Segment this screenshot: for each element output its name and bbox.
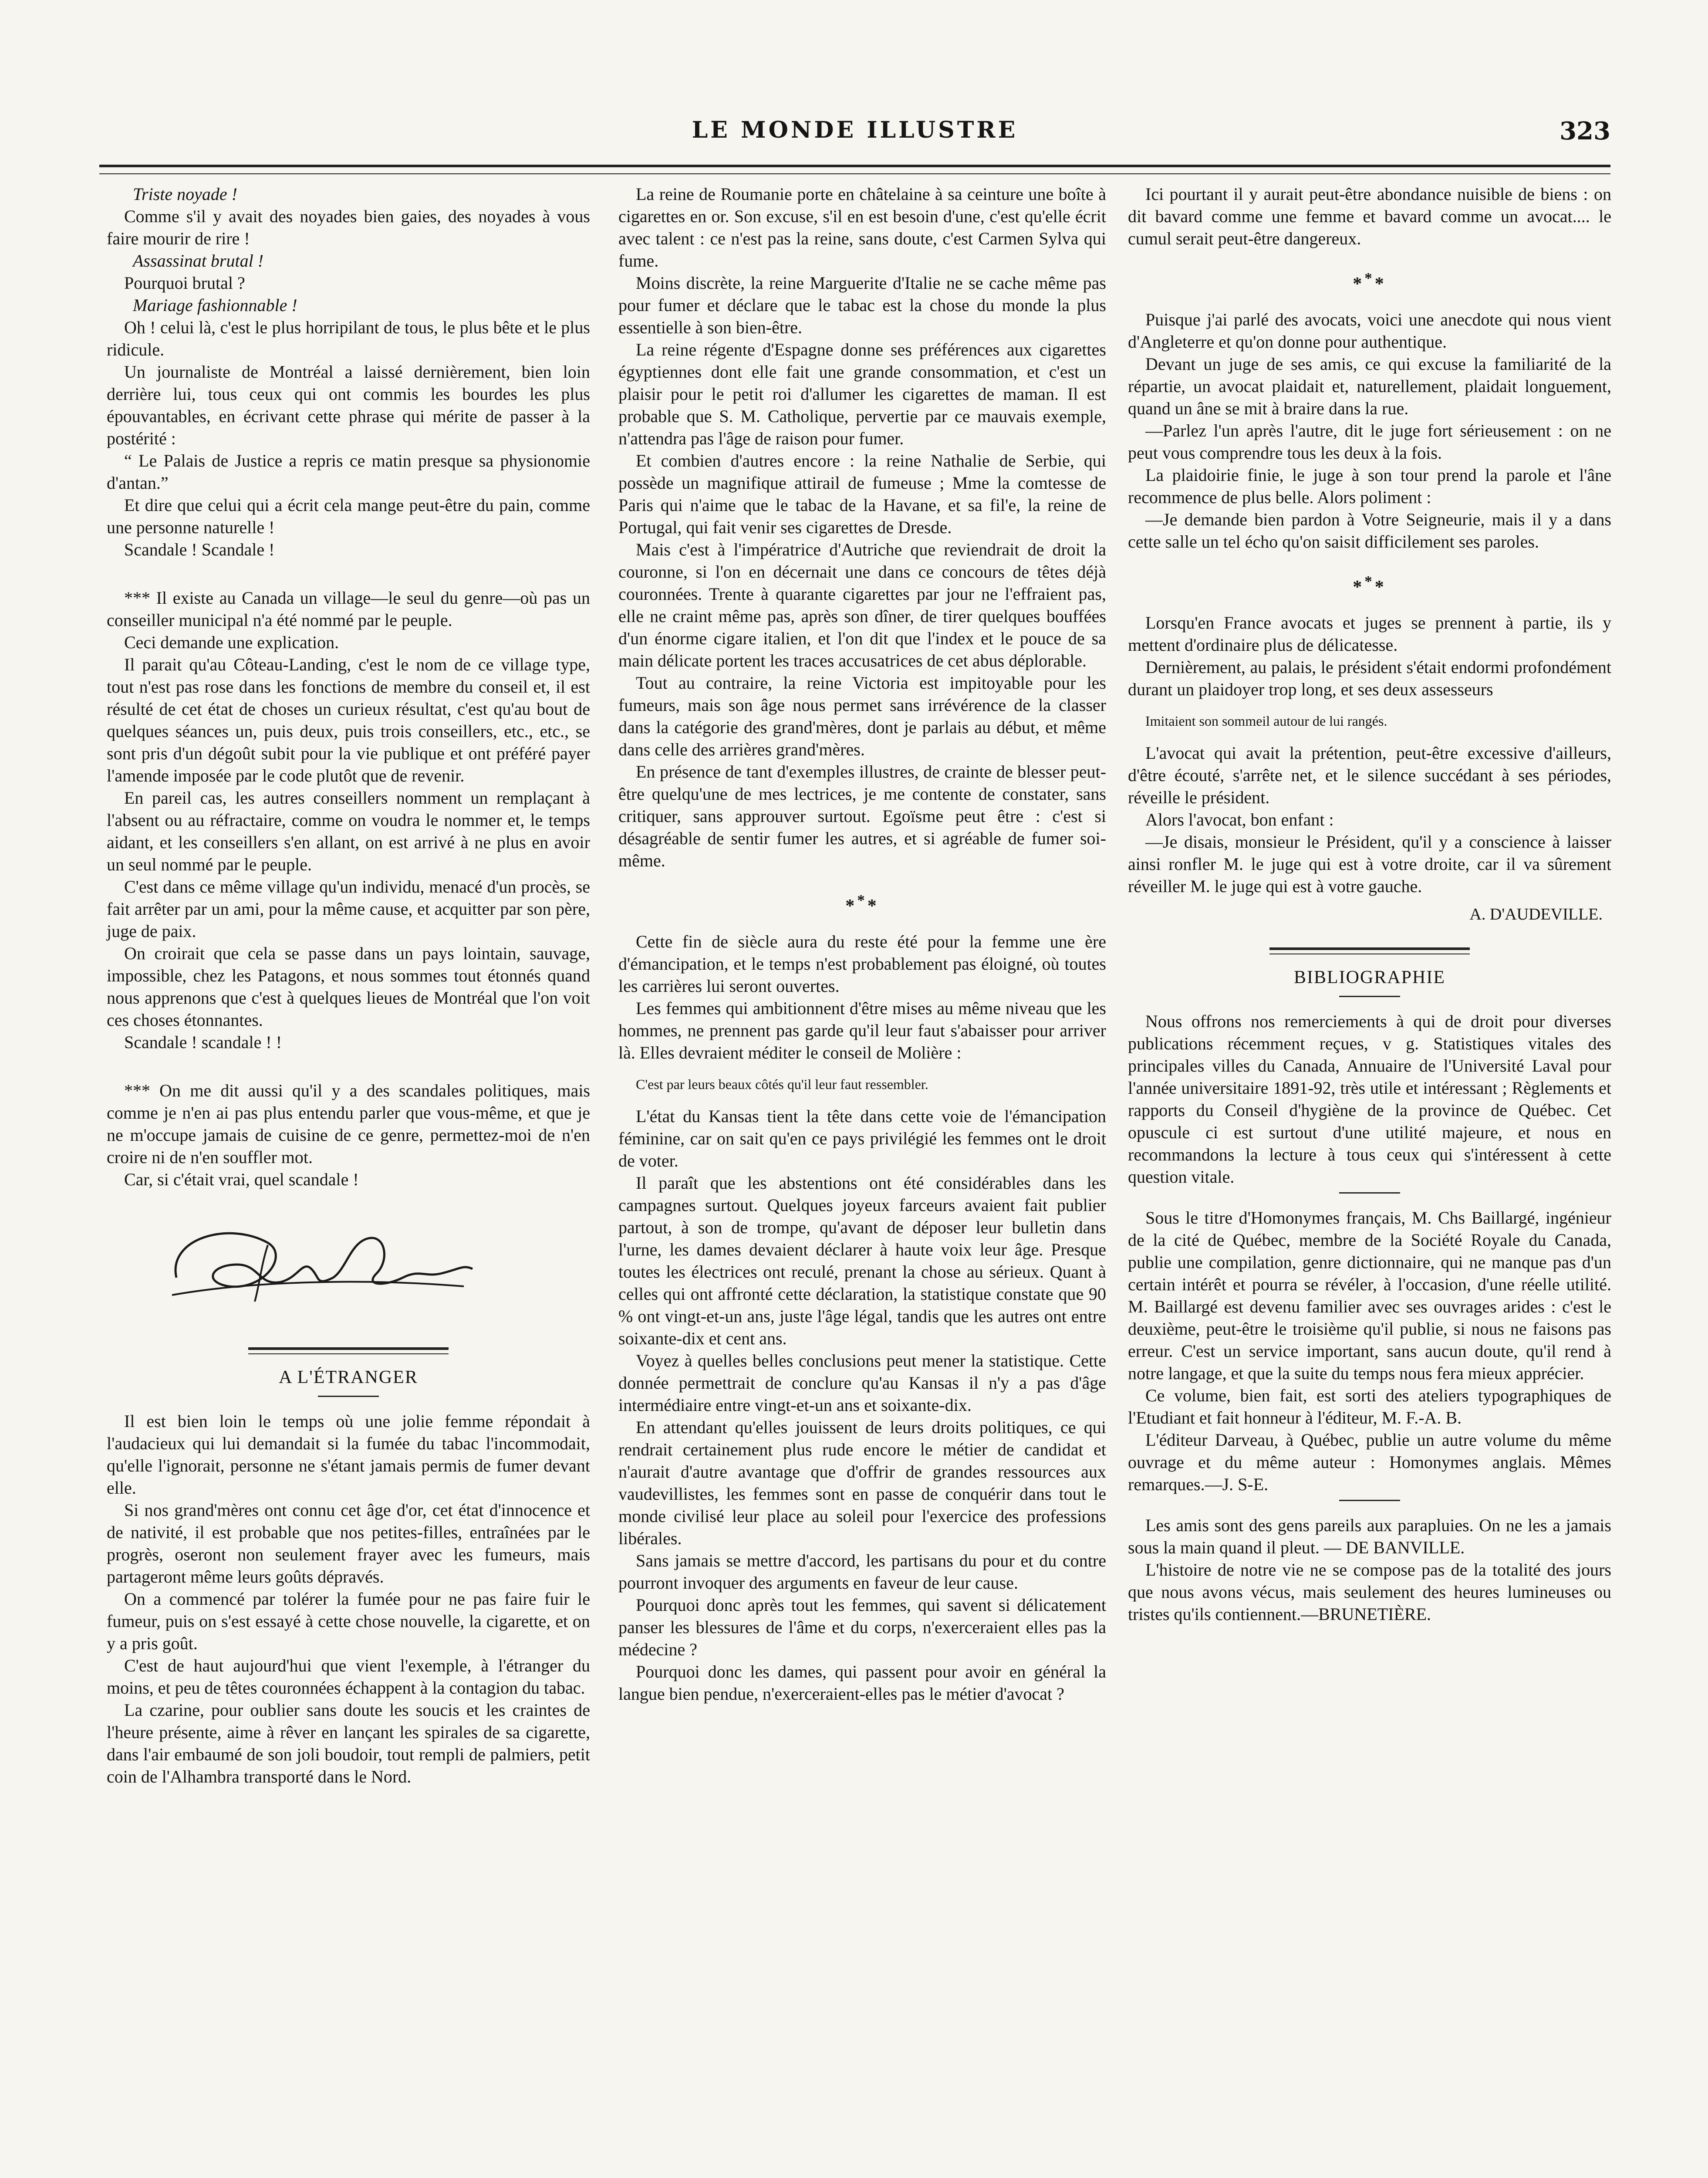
masthead-title: LE MONDE ILLUSTRE <box>692 117 1018 143</box>
column-1 <box>107 183 590 1788</box>
paragraph: Et dire que celui qui a écrit cela mange peut-être du pain, comme une personne naturelle ! <box>107 495 590 537</box>
section-rule-thick <box>248 1347 449 1350</box>
short-rule <box>1339 1192 1400 1194</box>
paragraph: En attendant qu'elles jouissent de leurs droits politiques, ce qui rendrait certainement plus rude encore le métier de candidat et n'aurait d'autre avantage que d'offrir de grandes ressources aux vaudevillistes, les femmes sont en passe de conquérir dans tout le monde civilisé leur place au soleil pour l'exercice des professions libérales. <box>618 1417 1106 1548</box>
paragraph: Cette fin de siècle aura du reste été pour la femme une ère d'émancipation, et le temps n'est probablement pas éloigné, où toutes les carrières lui seront ouvertes. <box>618 932 1106 996</box>
paragraph: Assassinat brutal ! <box>133 251 264 271</box>
paragraph: Ceci demande une explication. <box>124 632 339 652</box>
paragraph: Et combien d'autres encore : la reine Nathalie de Serbie, qui possède un magnifique attirail de fumeuse ; Mme la comtesse de Paris qui n'aime que le tabac de la Havane, et sa fil'e, la reine de Portugal, qui fait venir ses cigarettes de Dresde. <box>618 451 1106 537</box>
paragraph: Dernièrement, au palais, le président s'était endormi profondément durant un plaidoyer trop long, et ses deux assesseurs <box>1128 657 1611 699</box>
short-rule <box>1339 996 1400 997</box>
page-number: 323 <box>1559 117 1610 145</box>
paragraph: Scandale ! Scandale ! <box>124 540 275 559</box>
paragraph: Il paraît que les abstentions ont été considérables dans les campagnes surtout. Quelques joyeux farceurs avaient fait publier partout, à son de trompe, qu'avant de déposer leur bulletin dans l'urne, les dames devaient déclarer à haute voix leur âge. Presque toutes les électrices ont reculé, prenant la chose au sérieux. Quant à celles qui ont affronté cette déclaration, la statistique constate que 90 % ont vingt-et-un ans, juste l'âge légal, tandis que les autres ont entre soixante-dix et cent ans. <box>618 1173 1106 1348</box>
paragraph: —Parlez l'un après l'autre, dit le juge fort sérieusement : on ne peut vous comprendre tous les deux à la fois. <box>1128 421 1611 463</box>
section-rule-thick <box>1269 947 1470 950</box>
paragraph: Devant un juge de ses amis, ce qui excuse la familiarité de la répartie, un avocat plaidait et, naturellement, plaidait longuement, quand un âne se mit à braire dans la rue. <box>1128 354 1611 418</box>
paragraph: La plaidoirie finie, le juge à son tour prend la parole et l'âne recommence de plus belle. Alors poliment : <box>1128 465 1611 507</box>
paragraph: Puisque j'ai parlé des avocats, voici une anecdote qui nous vient d'Angleterre et qu'on donne pour authentique. <box>1128 310 1611 352</box>
paragraph: Oh ! celui là, c'est le plus horripilant de tous, le plus bête et le plus ridicule. <box>107 318 590 359</box>
paragraph: Car, si c'était vrai, quel scandale ! <box>124 1170 359 1189</box>
paragraph: Sans jamais se mettre d'accord, les partisans du pour et du contre pourront invoquer des arguments en faveur de leur cause. <box>618 1551 1106 1593</box>
paragraph: C'est de haut aujourd'hui que vient l'exemple, à l'étranger du moins, et peu de têtes couronnées échappent à la contagion du tabac. <box>107 1656 590 1698</box>
section-title: BIBLIOGRAPHIE <box>1294 967 1445 988</box>
column-2 <box>618 183 1106 1705</box>
paragraph: Triste noyade ! <box>133 184 237 204</box>
paragraph: Scandale ! scandale ! ! <box>124 1032 282 1052</box>
short-rule <box>318 1396 379 1397</box>
paragraph: L'histoire de notre vie ne se compose pas de la totalité des jours que nous avons vécus, mais seulement des heures lumineuses ou tristes qu'ils contiennent.—BRUNETIÈRE. <box>1128 1560 1611 1624</box>
paragraph: Si nos grand'mères ont connu cet âge d'or, cet état d'innocence et de nativité, il est probable que nos petites-filles, entraînées par le progrès, oseront non seulement frayer avec les fumeurs, mais partageront même leurs goûts dépravés. <box>107 1500 590 1586</box>
paragraph: On a commencé par tolérer la fumée pour ne pas faire fuir le fumeur, puis on s'est essayé à cette chose nouvelle, la cigarette, et on y a pris goût. <box>107 1589 590 1653</box>
section-title: A L'ÉTRANGER <box>279 1367 418 1387</box>
paragraph: —Je demande bien pardon à Votre Seigneurie, mais il y a dans cette salle un tel écho qu'on saisit difficilement ses paroles. <box>1128 510 1611 551</box>
paragraph: Il est bien loin le temps où une jolie femme répondait à l'audacieux qui lui demandait si la fumée du tabac l'incommodait, qu'elle l'ignorait, personne ne s'étant jamais permis de fumer devant elle. <box>107 1411 590 1498</box>
paragraph: Les amis sont des gens pareils aux parapluies. On ne les a jamais sous la main quand il pleut. — DE BANVILLE. <box>1128 1515 1611 1557</box>
paragraph: Pourquoi donc les dames, qui passent pour avoir en général la langue bien pendue, n'exerceraient-elles pas le métier d'avocat ? <box>618 1662 1106 1704</box>
paragraph: Pourquoi donc après tout les femmes, qui savent si délicatement panser les blessures de l'âme et du corps, n'exerceraient elles pas la médecine ? <box>618 1595 1106 1659</box>
asterism-separator: *** <box>1353 270 1387 294</box>
verse-quote: Imitaient son sommeil autour de lui rangés. <box>1145 713 1387 729</box>
paragraph: Lorsqu'en France avocats et juges se prennent à partie, ils y mettent d'ordinaire plus de délicatesse. <box>1128 613 1611 655</box>
paragraph: Comme s'il y avait des noyades bien gaies, des noyades à vous faire mourir de rire ! <box>107 206 590 248</box>
asterism-separator: *** <box>1353 573 1387 597</box>
paragraph: La reine de Roumanie porte en châtelaine à sa ceinture une boîte à cigarettes en or. Son excuse, s'il en est besoin d'une, c'est qu'elle écrit avec talent : ce n'est pas la reine, sans doute, c'est Carmen Sylva qui fume. <box>618 184 1106 271</box>
handwritten-signature <box>159 1212 590 1326</box>
paragraph: La reine régente d'Espagne donne ses préférences aux cigarettes égyptiennes dont elle fait une grande consommation, et c'est un plaisir pour le petit roi d'allumer les cigarettes de maman. Il est probable que S. M. Catholique, pervertie par ce mauvais exemple, n'attendra pas l'âge de raison pour fumer. <box>618 340 1106 448</box>
paragraph: Pourquoi brutal ? <box>124 273 245 293</box>
paragraph: —Je disais, monsieur le Président, qu'il y a conscience à laisser ainsi ronfler M. le juge qui est à votre droite, car il va sûrement réveiller M. le juge qui est à votre gauche. <box>1128 832 1611 896</box>
paragraph: *** Il existe au Canada un village—le seul du genre—où pas un conseiller municipal n'a été nommé par le peuple. <box>107 588 590 630</box>
paragraph: “ Le Palais de Justice a repris ce matin presque sa physionomie d'antan.” <box>107 451 590 493</box>
paragraph: En pareil cas, les autres conseillers nomment un remplaçant à l'absent ou au réfractaire, comme on voudra le nommer et, le temps aidant, et les conseillers s'en allant, on est arrivé à ne plus en avoir un seul nommé par le peuple. <box>107 788 590 874</box>
verse-quote: C'est par leurs beaux côtés qu'il leur faut ressembler. <box>636 1076 928 1092</box>
page-header <box>99 117 1610 156</box>
paragraph: On croirait que cela se passe dans un pays lointain, sauvage, impossible, chez les Patagons, et nous sommes tout étonnés quand nous apprenons que c'est à quelques lieues de Montréal que l'on voit ces choses étonnantes. <box>107 944 590 1030</box>
paragraph: Mariage fashionnable ! <box>133 295 297 315</box>
paragraph: Voyez à quelles belles conclusions peut mener la statistique. Cette donnée permettrait de conclure qu'au Kansas il n'y a pas d'âge intermédiaire entre vingt-et-un ans et soixante-dix. <box>618 1351 1106 1415</box>
author-signature: A. D'AUDEVILLE. <box>1469 905 1603 923</box>
paragraph: Tout au contraire, la reine Victoria est impitoyable pour les fumeurs, mais son âge nous permet sans irrévérence de la classer dans la catégorie des grand'mères, dont je parlais au début, et même dans celle des arrières grand'mères. <box>618 673 1106 759</box>
paragraph: Un journaliste de Montréal a laissé dernièrement, bien loin derrière lui, tous ceux qui ont commis les bourdes les plus épouvantables, en écrivant cette phrase qui mérite de passer à la postérité : <box>107 362 590 448</box>
paragraph: Alors l'avocat, bon enfant : <box>1145 810 1334 829</box>
paragraph: Les femmes qui ambitionnent d'être mises au même niveau que les hommes, ne prennent pas garde qu'il leur faut s'abaisser pour arriver là. Elles devraient méditer le conseil de Molière : <box>618 998 1106 1062</box>
paragraph: La czarine, pour oublier sans doute les soucis et les craintes de l'heure présente, aime à rêver en lançant les spirales de sa cigarette, dans l'air embaumé de son joli boudoir, tout rempli de palmiers, petit coin de l'Alhambra transporté dans le Nord. <box>107 1700 590 1786</box>
short-rule <box>1339 1500 1400 1501</box>
paragraph: Ce volume, bien fait, est sorti des ateliers typographiques de l'Etudiant et fait honneur à l'éditeur, M. F.-A. B. <box>1128 1386 1611 1427</box>
header-rule-thin <box>99 173 1610 174</box>
paragraph: *** On me dit aussi qu'il y a des scandales politiques, mais comme je n'en ai pas plus entendu parler que vous-même, et que je ne m'occupe jamais de cuisine de ce genre, permettez-moi de n'en croire ni de n'en souffler mot. <box>107 1081 590 1167</box>
paragraph: Ici pourtant il y aurait peut-être abondance nuisible de biens : on dit bavard comme une femme et bavard comme un avocat.... le cumul serait peut-être dangereux. <box>1128 184 1611 248</box>
section-rule-thin <box>248 1353 449 1354</box>
paragraph: Il parait qu'au Côteau-Landing, c'est le nom de ce village type, tout n'est pas rose dans les fonctions de membre du conseil et, il est résulté de cet état de choses un curieux résultat, c'est qu'au bout de quelques séances un, puis deux, puis trois conseillers, etc., etc., se sont pris d'un dégoût subit pour la vie publique et ont préféré payer l'amende imposée par le code plutôt que de revenir. <box>107 655 590 785</box>
column-3 <box>1128 183 1611 1625</box>
paragraph: Nous offrons nos remerciements à qui de droit pour diverses publications récemment reçues, v g. Statistiques vitales des principales villes du Canada, Annuaire de l'Université Laval pour l'année universitaire 1891-92, très utile et intéressant ; Règlements et rapports du Conseil d'hygiène de la province de Québec. Cet opuscule ci est surtout d'une utilité majeure, et nous en recommandons la lecture à tous ceux qui s'intéressent à cette question vitale. <box>1128 1011 1611 1187</box>
paragraph: Mais c'est à l'impératrice d'Autriche que reviendrait de droit la couronne, si l'on en décernait une dans ce concours de têtes déjà couronnées. Trente à quarante cigarettes par jour ne l'effraient pas, elle ne craint même pas, après son dîner, de tirer quelques bouffées d'un énorme cigare italien, et l'on dit que l'index et le pouce de sa main délicate portent les traces accusatrices de cet abus déplorable. <box>618 540 1106 670</box>
header-rule-thick <box>99 165 1610 167</box>
paragraph: En présence de tant d'exemples illustres, de crainte de blesser peut-être quelqu'une de mes lectrices, je me contente de constater, sans critiquer, sans approuver surtout. Egoïsme peut être : c'est si désagréable de sentir fumer les autres, et si agréable de fumer soi-même. <box>618 762 1106 870</box>
asterism-separator: *** <box>845 892 879 916</box>
paragraph: Sous le titre d'Homonymes français, M. Chs Baillargé, ingénieur de la cité de Québec, membre de la Société Royale du Canada, publie une compilation, genre dictionnaire, qui ne manque pas d'un certain intérêt et pourra se révéler, à l'occasion, d'une réelle utilité. M. Baillargé est devenu familier avec ses ouvrages arides : c'est le deuxième, peut-être le troisième qu'il publie, si nous ne faisons pas erreur. C'est un service important, sans aucun doute, qu'il rend à notre langage, et que la suite du temps nous fera mieux apprécier. <box>1128 1208 1611 1383</box>
paragraph: L'éditeur Darveau, à Québec, publie un autre volume du même ouvrage et du même auteur : Homonymes anglais. Mêmes remarques.—J. S-E. <box>1128 1430 1611 1494</box>
paragraph: C'est dans ce même village qu'un individu, menacé d'un procès, se fait arrêter par un ami, pour la même cause, et acquitter par son père, juge de paix. <box>107 877 590 941</box>
paragraph: L'état du Kansas tient la tête dans cette voie de l'émancipation féminine, car on sait qu'en ce pays privilégié les femmes ont le droit de voter. <box>618 1106 1106 1170</box>
paragraph: L'avocat qui avait la prétention, peut-être excessive d'ailleurs, d'être écouté, s'arrête net, et le silence succédant à ses périodes, réveille le président. <box>1128 743 1611 807</box>
paragraph: Moins discrète, la reine Marguerite d'Italie ne se cache même pas pour fumer et déclare que le tabac est la chose du monde la plus essentielle à son bien-être. <box>618 273 1106 337</box>
